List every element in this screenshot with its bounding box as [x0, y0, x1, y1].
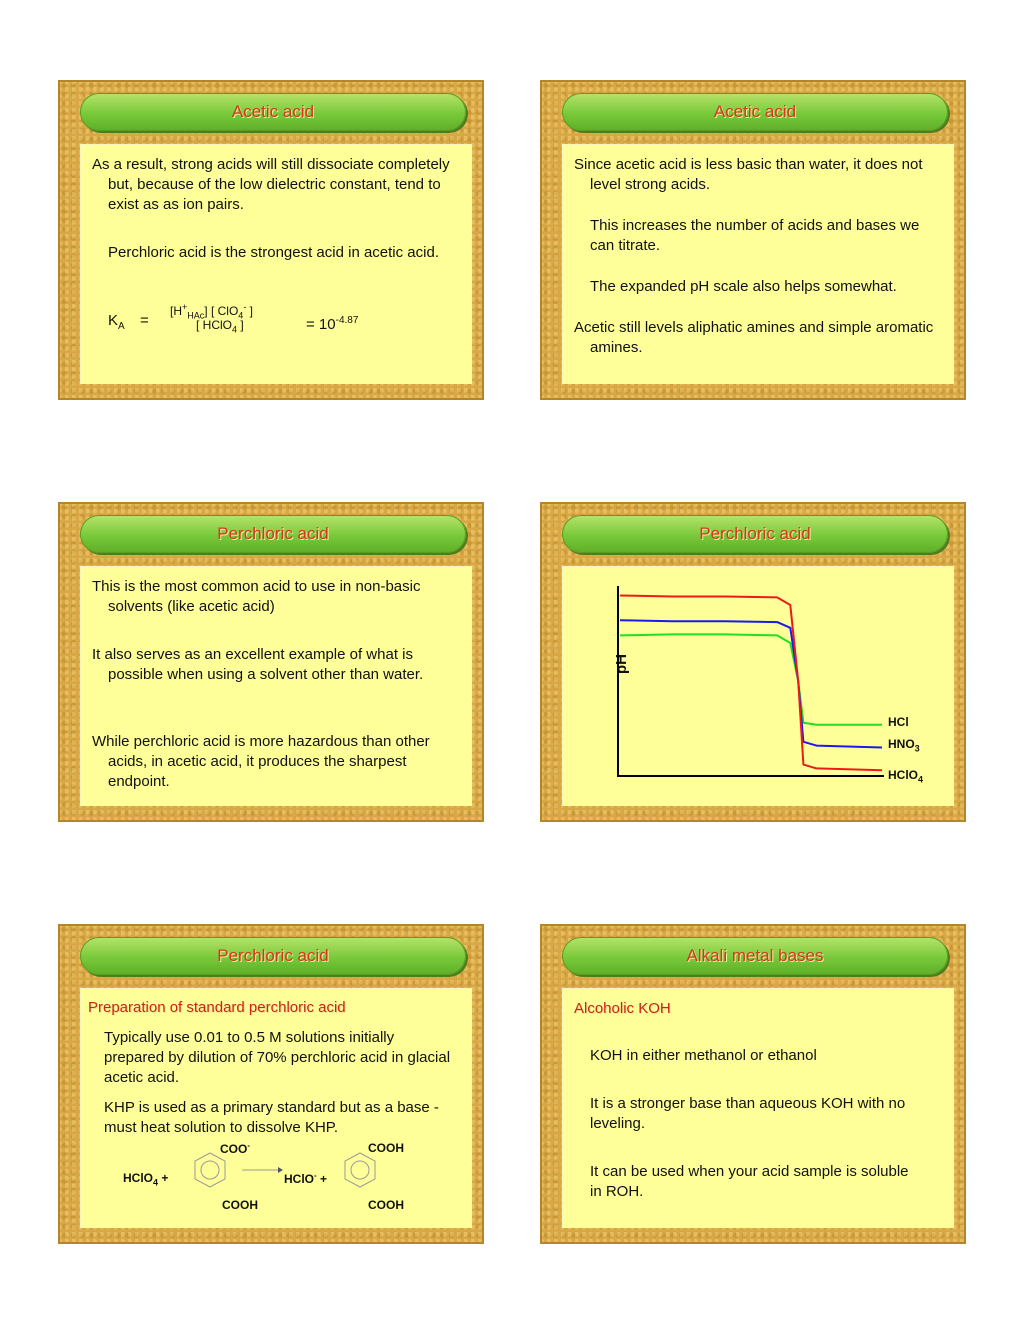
paragraph: KOH in either methanol or ethanol — [590, 1047, 817, 1064]
carboxyl-label: COOH — [222, 1198, 258, 1212]
rhs-exponent: -4.87 — [335, 315, 359, 326]
coo-text: COO — [220, 1142, 248, 1156]
slide-panel — [80, 988, 472, 1228]
num-sup: + — [182, 302, 188, 312]
slide-title: Perchloric acid — [217, 946, 329, 965]
series-line-hcl — [620, 634, 882, 724]
slide-title: Acetic acid — [231, 102, 315, 121]
reaction-drawing — [80, 1148, 472, 1228]
rhs-base: = 10 — [306, 316, 336, 333]
num-sub: HAc — [187, 310, 205, 321]
paragraph: Acetic still levels aliphatic amines and simple aromatic amines. — [574, 319, 934, 356]
benzene-ring-icon — [345, 1153, 375, 1187]
hclo-product — [284, 1171, 327, 1186]
ka-denominator — [196, 318, 244, 334]
ka-subscript: A — [118, 321, 125, 332]
plus-sign: + — [320, 1172, 328, 1186]
paragraph: Since acetic acid is less basic than water, it does not level strong acids. — [574, 156, 923, 193]
paragraph: It can be used when your acid sample is soluble in ROH. — [590, 1163, 909, 1200]
plus-sign: + — [161, 1171, 169, 1185]
paragraph: It also serves as an excellent example of what is possible when using a solvent other than water. — [92, 646, 424, 683]
slide-panel — [80, 566, 472, 806]
benzene-ring-icon — [195, 1153, 225, 1187]
slide-title-bar — [80, 937, 466, 975]
slide-title-bar — [80, 515, 466, 553]
num-part: ] — [246, 304, 253, 318]
section-heading: Alcoholic KOH — [574, 1000, 671, 1017]
arrow-head-icon — [278, 1167, 283, 1173]
num-part: ] [ ClO — [204, 304, 239, 318]
legend-hno3 — [888, 737, 920, 753]
carboxyl-label: COOH — [368, 1141, 404, 1155]
hclo4-sub: 4 — [153, 1177, 159, 1188]
paragraph: This increases the number of acids and bases we can titrate. — [590, 217, 920, 254]
slide-title-bar — [562, 515, 948, 553]
hclo4-text: HClO — [123, 1171, 153, 1185]
chart-ylabel: pH — [613, 654, 630, 674]
paragraph: KHP is used as a primary standard but as a base - must heat solution to dissolve KHP. — [104, 1099, 439, 1136]
slide-title: Perchloric acid — [699, 524, 811, 543]
legend-hclo4 — [888, 768, 923, 784]
paragraph: Perchloric acid is the strongest acid in acetic acid. — [108, 244, 439, 261]
legend-hno3-text: HNO — [888, 737, 915, 751]
paragraph: Typically use 0.01 to 0.5 M solutions initially prepared by dilution of 70% perchloric acid in glacial acetic acid. — [104, 1029, 451, 1086]
slide-panel — [80, 144, 472, 384]
slide-title-bar — [562, 937, 948, 975]
slide-title: Alkali metal bases — [686, 946, 824, 965]
slide-title: Perchloric acid — [217, 524, 329, 543]
paragraph: As a result, strong acids will still dissociate completely but, because of the low dielectric constant, tend to exist as as ion pairs. — [92, 156, 450, 213]
slide-panel — [562, 144, 954, 384]
ka-letter: K — [108, 312, 119, 329]
slide-perchloric-acid-2 — [58, 924, 484, 1244]
slide-title-bar — [80, 93, 466, 131]
legend-hno3-sub: 3 — [914, 743, 920, 754]
series-line-hno3 — [620, 620, 882, 747]
den-part: [ HClO — [196, 318, 232, 332]
num-sub: 4 — [238, 310, 244, 321]
ka-value — [306, 311, 358, 335]
paragraph: This is the most common acid to use in non-basic solvents (like acetic acid) — [92, 578, 421, 615]
paragraph: While perchloric acid is more hazardous than other acids, in acetic acid, it produces the sharpest endpoint. — [92, 733, 430, 790]
coo-charge: - — [247, 1141, 251, 1150]
ka-symbol — [108, 311, 125, 337]
slide-title-bar — [562, 93, 948, 131]
legend-hclo4-text: HClO — [888, 768, 918, 782]
den-part: ] — [237, 318, 244, 332]
hclo-charge: - — [314, 1171, 317, 1180]
slide-perchloric-acid-chart — [540, 502, 966, 822]
slide-panel — [562, 988, 954, 1228]
slide-acetic-acid-1 — [58, 80, 484, 400]
slide-perchloric-acid-1 — [58, 502, 484, 822]
slide-alkali-metal-bases — [540, 924, 966, 1244]
paragraph: The expanded pH scale also helps somewhat. — [590, 278, 897, 295]
slide-title: Acetic acid — [713, 102, 797, 121]
num-sup: - — [243, 302, 247, 312]
equals-sign: = — [140, 312, 149, 329]
hclo-text: HClO — [284, 1172, 314, 1186]
chart-axes — [618, 586, 884, 776]
legend-hcl: HCl — [888, 715, 909, 729]
slide-acetic-acid-2 — [540, 80, 966, 400]
num-part: [H — [170, 304, 182, 318]
paragraph: It is a stronger base than aqueous KOH with no leveling. — [590, 1095, 906, 1132]
slide-panel — [562, 566, 954, 806]
den-sub: 4 — [232, 324, 238, 335]
section-heading: Preparation of standard perchloric acid — [88, 999, 346, 1016]
legend-hclo4-sub: 4 — [918, 774, 924, 785]
carboxyl-label: COOH — [368, 1198, 404, 1212]
